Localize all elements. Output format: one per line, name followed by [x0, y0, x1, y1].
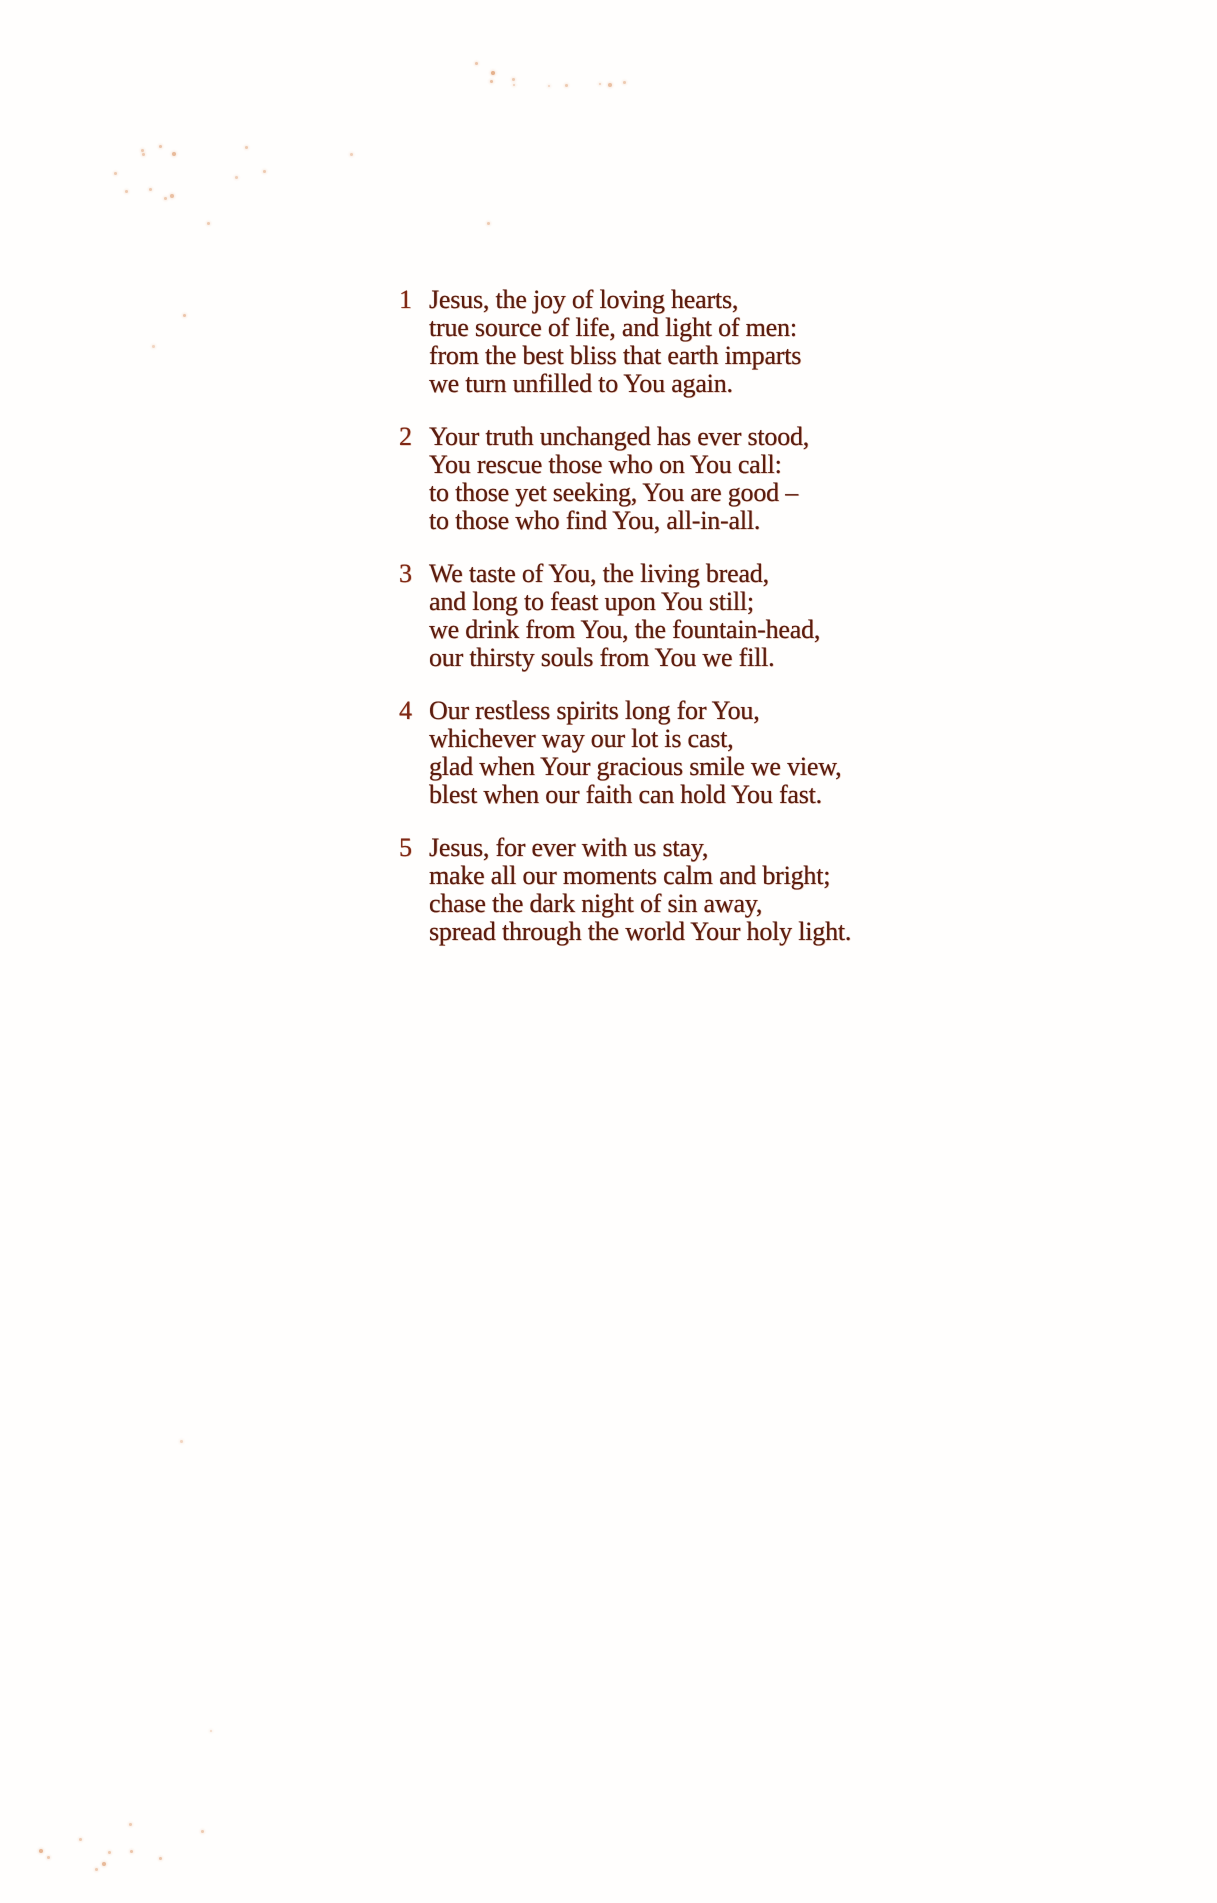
hymn-line: to those who find You, all-in-all. — [429, 506, 761, 535]
stanza-number: 2 — [399, 422, 412, 451]
stanza-number: 3 — [399, 559, 412, 588]
scan-speck — [129, 1823, 132, 1826]
scan-speck — [102, 1862, 106, 1866]
hymn-line: Your truth unchanged has ever stood, — [429, 422, 810, 451]
stanza-lines — [429, 834, 851, 946]
hymn-line: we turn unfilled to You again. — [429, 369, 733, 398]
stanza-lines — [429, 423, 809, 535]
stanza-number: 5 — [399, 833, 412, 862]
scan-speck — [491, 71, 495, 75]
scan-speck — [235, 176, 238, 179]
scan-speck — [149, 188, 152, 191]
hymn-line: and long to feast upon You still; — [429, 587, 754, 616]
scan-speck — [512, 78, 515, 81]
scan-speck — [172, 152, 176, 156]
hymn-line: whichever way our lot is cast, — [429, 724, 734, 753]
scan-speck — [475, 62, 478, 65]
hymn-line: from the best bliss that earth imparts — [429, 341, 802, 370]
hymn-line: we drink from You, the fountain-head, — [429, 615, 821, 644]
scan-speck — [108, 1851, 111, 1854]
scan-speck — [183, 314, 186, 317]
hymn-line: Jesus, for ever with us stay, — [429, 833, 709, 862]
scan-speck — [180, 1440, 183, 1443]
hymn-line: blest when our faith can hold You fast. — [429, 780, 822, 809]
scan-speck — [263, 170, 266, 173]
hymn-line: spread through the world Your holy light. — [429, 917, 852, 946]
scan-speck — [164, 197, 167, 200]
stanza-lines — [429, 560, 820, 672]
hymn-line: Jesus, the joy of loving hearts, — [429, 285, 739, 314]
scan-speck — [152, 345, 155, 348]
scan-speck — [513, 84, 515, 86]
scan-speck — [95, 1868, 98, 1871]
scan-speck — [490, 80, 493, 83]
hymn-line: true source of life, and light of men: — [429, 313, 797, 342]
hymn-line: our thirsty souls from You we fill. — [429, 643, 775, 672]
scan-speck — [548, 85, 550, 87]
scan-speck — [130, 1850, 133, 1853]
scan-speck — [623, 81, 626, 84]
hymn-line: Our restless spirits long for You, — [429, 696, 760, 725]
scan-speck — [39, 1849, 43, 1853]
scan-speck — [487, 222, 490, 225]
scan-speck — [125, 190, 128, 193]
hymn-line: glad when Your gracious smile we view, — [429, 752, 842, 781]
stanza — [399, 286, 851, 398]
scan-speck — [201, 1830, 204, 1833]
scan-speck — [210, 1730, 212, 1732]
scan-speck — [142, 153, 145, 156]
hymn-line: make all our moments calm and bright; — [429, 861, 831, 890]
hymn-line: chase the dark night of sin away, — [429, 889, 763, 918]
hymn-line: to those yet seeking, You are good – — [429, 478, 799, 507]
scan-speck — [159, 1857, 162, 1860]
hymn-line: We taste of You, the living bread, — [429, 559, 769, 588]
stanza-number: 1 — [399, 285, 412, 314]
stanza — [399, 697, 851, 809]
stanza — [399, 423, 851, 535]
hymn-line: You rescue those who on You call: — [429, 450, 782, 479]
scan-speck — [170, 194, 174, 198]
scan-speck — [565, 84, 568, 87]
scan-speck — [141, 149, 144, 152]
scan-speck — [159, 145, 162, 148]
scan-speck — [599, 83, 601, 85]
stanza-lines — [429, 286, 801, 398]
stanza-lines — [429, 697, 841, 809]
scan-speck — [207, 222, 210, 225]
scan-speck — [47, 1856, 50, 1859]
scan-speck — [608, 83, 612, 87]
scan-speck — [79, 1838, 82, 1841]
stanza — [399, 560, 851, 672]
stanza — [399, 834, 851, 946]
scan-speck — [114, 172, 117, 175]
scan-speck — [245, 146, 248, 149]
stanza-number: 4 — [399, 696, 412, 725]
hymn-text-block — [399, 286, 851, 971]
scan-speck — [350, 153, 353, 156]
